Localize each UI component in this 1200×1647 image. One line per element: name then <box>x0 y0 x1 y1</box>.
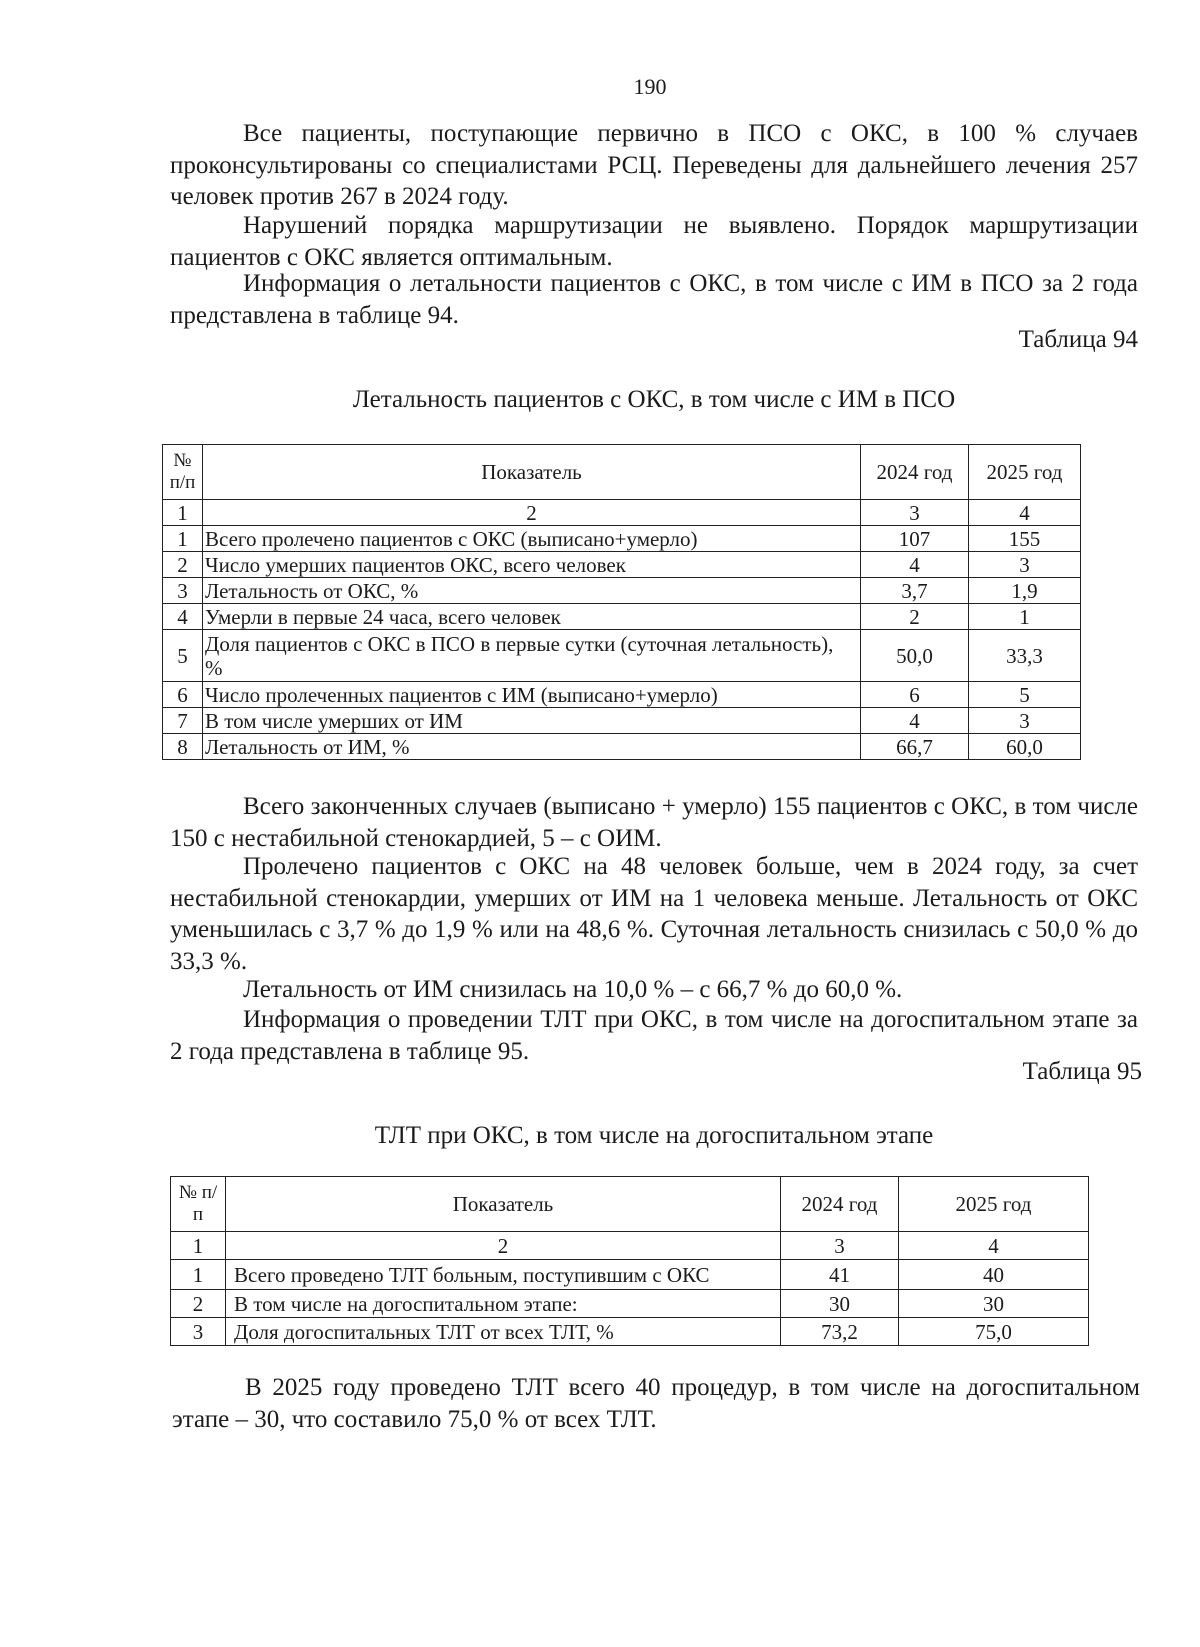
table-row <box>163 682 1081 708</box>
indicator-label: Всего проведено ТЛТ больным, поступившим с ОКС <box>226 1260 781 1290</box>
value-2024: 41 <box>781 1260 899 1290</box>
row-index: 8 <box>163 734 203 760</box>
value-2024: 6 <box>861 682 969 708</box>
paragraph: Информация о проведении ТЛТ при ОКС, в том числе на догоспитальном этапе за 2 года представлена в таблице 95. <box>170 1006 1138 1065</box>
header-cell: Показатель <box>203 445 861 500</box>
value-2025: 30 <box>899 1290 1089 1318</box>
column-number-cell: 1 <box>163 500 203 526</box>
value-2025: 1 <box>969 604 1081 630</box>
value-2024: 30 <box>781 1290 899 1318</box>
row-index: 3 <box>163 578 203 604</box>
table-row <box>171 1290 1089 1318</box>
paragraph: Нарушений порядка маршрутизации не выявлено. Порядок маршрутизации пациентов с ОКС является оптимальным. <box>170 212 1138 271</box>
value-2024: 73,2 <box>781 1318 899 1346</box>
column-number-cell: 4 <box>899 1232 1089 1260</box>
table-95-label: Таблица 95 <box>1022 1058 1142 1085</box>
table-94-label: Таблица 94 <box>1018 326 1138 353</box>
table-row <box>163 578 1081 604</box>
value-2024: 50,0 <box>861 630 969 682</box>
paragraph: Летальность от ИМ снизилась на 10,0 % – с 66,7 % до 60,0 %. <box>243 976 903 1003</box>
table-95-title: ТЛТ при ОКС, в том числе на догоспитальном этапе <box>374 1122 934 1149</box>
value-2024: 3,7 <box>861 578 969 604</box>
indicator-label: Доля догоспитальных ТЛТ от всех ТЛТ, % <box>226 1318 781 1346</box>
indicator-label: Летальность от ИМ, % <box>203 734 861 760</box>
indicator-label: В том числе на догоспитальном этапе: <box>226 1290 781 1318</box>
value-2025: 40 <box>899 1260 1089 1290</box>
table-95 <box>170 1176 1089 1346</box>
paragraph: Информация о летальности пациентов с ОКС, в том числе с ИМ в ПСО за 2 года представлена в таблице 94. <box>170 270 1138 329</box>
column-number-cell: 2 <box>226 1232 781 1260</box>
header-cell: № п/п <box>171 1177 226 1232</box>
indicator-label: Доля пациентов с ОКС в ПСО в первые сутки (суточная летальность), % <box>203 630 861 682</box>
indicator-label: Число пролеченных пациентов с ИМ (выписано+умерло) <box>203 682 861 708</box>
table-row <box>163 708 1081 734</box>
indicator-label: В том числе умерших от ИМ <box>203 708 861 734</box>
table-row <box>163 552 1081 578</box>
column-number-cell: 4 <box>969 500 1081 526</box>
value-2024: 66,7 <box>861 734 969 760</box>
value-2025: 5 <box>969 682 1081 708</box>
value-2025: 60,0 <box>969 734 1081 760</box>
value-2025: 155 <box>969 526 1081 552</box>
header-cell: 2024 год <box>861 445 969 500</box>
table-row <box>163 734 1081 760</box>
row-index: 2 <box>171 1290 226 1318</box>
indicator-label: Летальность от ОКС, % <box>203 578 861 604</box>
table-row <box>163 526 1081 552</box>
header-cell: 2025 год <box>969 445 1081 500</box>
header-cell: № п/п <box>163 445 203 500</box>
header-cell: Показатель <box>226 1177 781 1232</box>
column-number-cell: 3 <box>781 1232 899 1260</box>
paragraph: Пролечено пациентов с ОКС на 48 человек больше, чем в 2024 году, за счет нестабильной стенокардии, умерших от ИМ на 1 человека меньше. Летальность от ОКС уменьшилась с 3,7 % до 1,9 % или на 48,6 %. Суточная летальность снизилась с 50,0 % до 33,3 %. <box>170 853 1138 975</box>
value-2024: 107 <box>861 526 969 552</box>
row-index: 2 <box>163 552 203 578</box>
row-index: 1 <box>171 1260 226 1290</box>
row-index: 1 <box>163 526 203 552</box>
table-94-title: Летальность пациентов с ОКС, в том числе с ИМ в ПСО <box>352 386 956 413</box>
row-index: 4 <box>163 604 203 630</box>
paragraph: Всего законченных случаев (выписано + умерло) 155 пациентов с ОКС, в том числе 150 с нестабильной стенокардией, 5 – с ОИМ. <box>170 793 1138 852</box>
header-cell: 2025 год <box>899 1177 1089 1232</box>
value-2025: 1,9 <box>969 578 1081 604</box>
value-2025: 75,0 <box>899 1318 1089 1346</box>
column-number-cell: 3 <box>861 500 969 526</box>
value-2025: 33,3 <box>969 630 1081 682</box>
column-number-cell: 1 <box>171 1232 226 1260</box>
table-94 <box>162 444 1081 760</box>
paragraph: В 2025 году проведено ТЛТ всего 40 процедур, в том числе на догоспитальном этапе – 30, что составило 75,0 % от всех ТЛТ. <box>172 1374 1140 1433</box>
indicator-label: Всего пролечено пациентов с ОКС (выписано+умерло) <box>203 526 861 552</box>
value-2024: 4 <box>861 708 969 734</box>
page-number: 190 <box>633 74 667 99</box>
column-number-cell: 2 <box>203 500 861 526</box>
value-2025: 3 <box>969 708 1081 734</box>
table-row <box>171 1260 1089 1290</box>
value-2025: 3 <box>969 552 1081 578</box>
row-index: 7 <box>163 708 203 734</box>
paragraph: Все пациенты, поступающие первично в ПСО с ОКС, в 100 % случаев проконсультированы со специалистами РСЦ. Переведены для дальнейшего лечения 257 человек против 267 в 2024 году. <box>170 120 1138 210</box>
table-row <box>163 630 1081 682</box>
header-cell: 2024 год <box>781 1177 899 1232</box>
indicator-label: Умерли в первые 24 часа, всего человек <box>203 604 861 630</box>
value-2024: 4 <box>861 552 969 578</box>
row-index: 5 <box>163 630 203 682</box>
row-index: 6 <box>163 682 203 708</box>
indicator-label: Число умерших пациентов ОКС, всего человек <box>203 552 861 578</box>
table-row <box>171 1318 1089 1346</box>
value-2024: 2 <box>861 604 969 630</box>
row-index: 3 <box>171 1318 226 1346</box>
table-row <box>163 604 1081 630</box>
